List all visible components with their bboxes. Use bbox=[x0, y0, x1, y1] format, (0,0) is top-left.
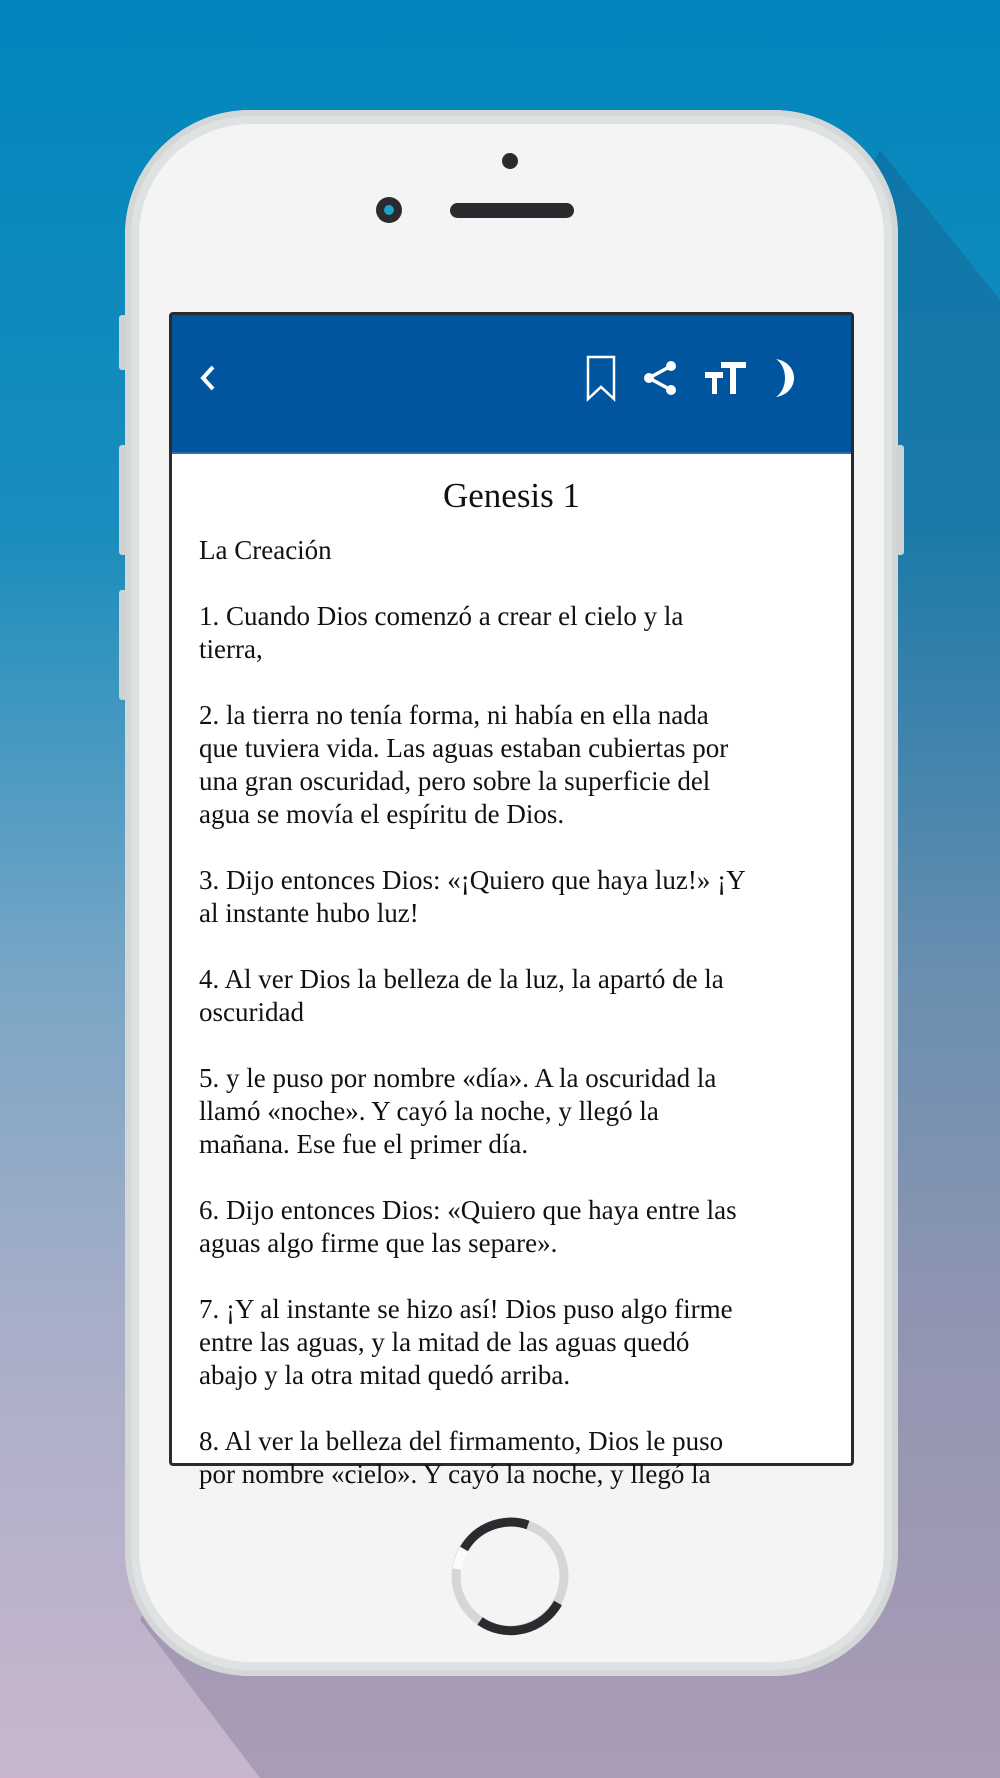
night-mode-button[interactable] bbox=[762, 355, 808, 401]
verse-line: que tuviera vida. Las aguas estaban cubiertas por bbox=[199, 733, 729, 763]
phone-volume-down bbox=[119, 590, 127, 700]
verse-8 bbox=[199, 1425, 824, 1491]
night-mode-moon-icon bbox=[770, 357, 800, 399]
verse-line: al instante hubo luz! bbox=[199, 898, 419, 928]
verse-line: 5. y le puso por nombre «día». A la oscuridad la bbox=[199, 1063, 717, 1093]
verse-line: una gran oscuridad, pero sobre la superficie del bbox=[199, 766, 711, 796]
back-button[interactable] bbox=[186, 355, 232, 401]
earpiece-speaker bbox=[450, 203, 574, 218]
app-screen bbox=[169, 312, 854, 1489]
verse-line: 3. Dijo entonces Dios: «¡Quiero que haya luz!» ¡Y bbox=[199, 865, 746, 895]
verse-line: por nombre «cielo». Y cayó la noche, y llegó la bbox=[199, 1459, 711, 1489]
verse-line: 1. Cuando Dios comenzó a crear el cielo y la bbox=[199, 601, 684, 631]
verse-line: mañana. Ese fue el primer día. bbox=[199, 1129, 529, 1159]
verse-line: 8. Al ver la belleza del firmamento, Dios le puso bbox=[199, 1426, 724, 1456]
verse-line: tierra, bbox=[199, 634, 263, 664]
share-icon bbox=[641, 358, 681, 398]
verse-line: entre las aguas, y la mitad de las aguas quedó bbox=[199, 1327, 690, 1357]
verse-line: 6. Dijo entonces Dios: «Quiero que haya entre las bbox=[199, 1195, 737, 1225]
section-heading: La Creación bbox=[199, 535, 332, 565]
verse-line: 7. ¡Y al instante se hizo así! Dios puso algo firme bbox=[199, 1294, 733, 1324]
phone-power-button bbox=[896, 445, 904, 555]
verse-2 bbox=[199, 699, 824, 831]
verse-line: agua se movía el espíritu de Dios. bbox=[199, 799, 565, 829]
verse-7 bbox=[199, 1293, 824, 1392]
verse-line: oscuridad bbox=[199, 997, 304, 1027]
verse-5 bbox=[199, 1062, 824, 1161]
verse-4 bbox=[199, 963, 824, 1029]
verse-line: aguas algo firme que las separe». bbox=[199, 1228, 558, 1258]
chapter-title: Genesis 1 bbox=[442, 476, 581, 515]
text-size-icon bbox=[703, 360, 747, 396]
verse-6 bbox=[199, 1194, 824, 1260]
proximity-sensor bbox=[502, 153, 518, 169]
text-size-button[interactable] bbox=[702, 355, 748, 401]
phone-side-button bbox=[119, 315, 127, 370]
chapter-content bbox=[172, 452, 851, 1489]
toolbar bbox=[172, 315, 851, 454]
share-button[interactable] bbox=[638, 355, 684, 401]
home-button[interactable] bbox=[451, 1517, 569, 1635]
verse-line: 4. Al ver Dios la belleza de la luz, la apartó de la bbox=[199, 964, 724, 994]
verse-1 bbox=[199, 600, 824, 666]
verse-line: abajo y la otra mitad quedó arriba. bbox=[199, 1360, 571, 1390]
front-camera bbox=[376, 197, 402, 223]
bookmark-button[interactable] bbox=[578, 355, 624, 401]
bookmark-icon bbox=[584, 355, 618, 401]
phone-volume-up bbox=[119, 445, 127, 555]
verse-line: llamó «noche». Y cayó la noche, y llegó la bbox=[199, 1096, 659, 1126]
chevron-left-icon bbox=[194, 363, 224, 393]
verse-3 bbox=[199, 864, 824, 930]
verse-line: 2. la tierra no tenía forma, ni había en ella nada bbox=[199, 700, 709, 730]
